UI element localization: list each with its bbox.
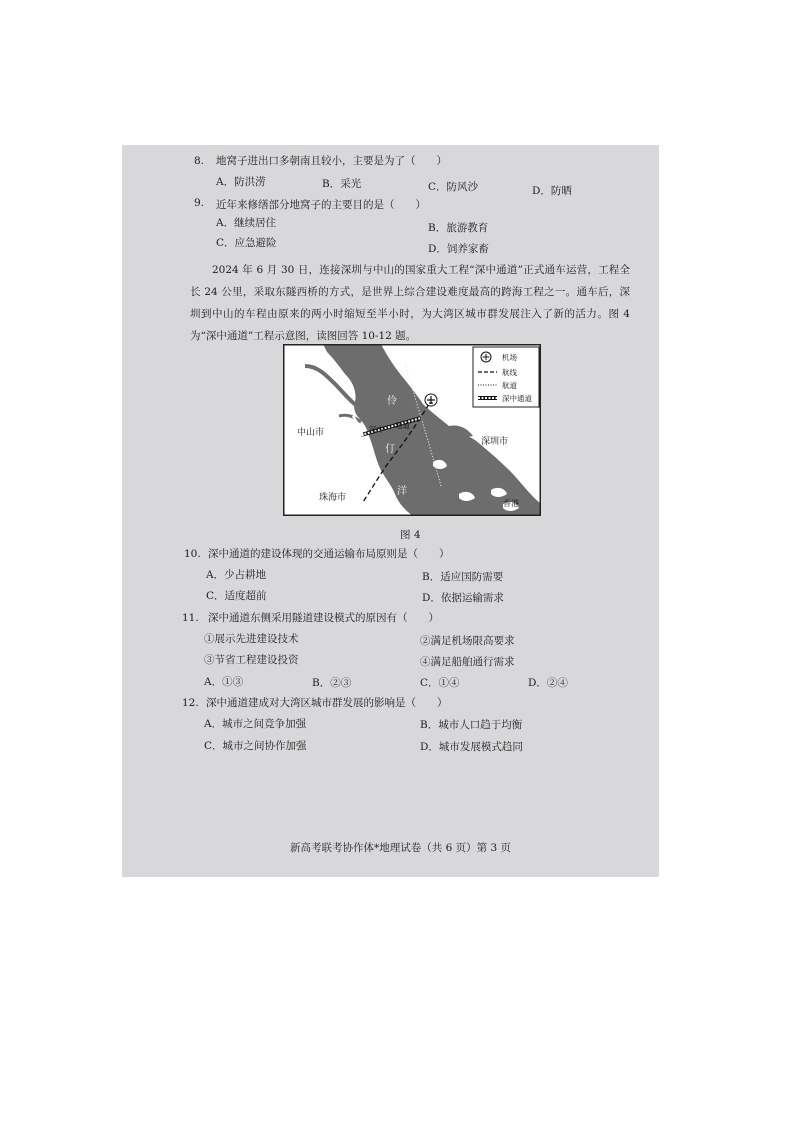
q9-option-a: A．继续居住 xyxy=(216,217,277,229)
map-label-ling: 伶 xyxy=(387,396,397,407)
q11-statement-1: ①展示先进建设技术 xyxy=(204,633,299,645)
q8-option-c: C．防风沙 xyxy=(428,181,479,193)
q12-option-a: A．城市之间竞争加强 xyxy=(204,718,307,730)
q8-option-a: A．防洪涝 xyxy=(216,176,266,188)
map-label-zhongshan: 中山市 xyxy=(297,428,325,438)
page-footer: 新高考联考协作体*地理试卷（共 6 页）第 3 页 xyxy=(290,842,511,854)
airplane-in-circle-icon xyxy=(425,394,437,406)
q9-stem: 近年来修缮部分地窝子的主要目的是（ ） xyxy=(216,199,426,211)
map-label-ding: 仃 xyxy=(385,444,395,455)
q11-number: 11. xyxy=(182,612,199,624)
map-label-yang: 洋 xyxy=(397,486,407,497)
legend-airport-icon xyxy=(481,352,491,362)
q10-number: 10. xyxy=(184,548,201,560)
q11-option-d: D．②④ xyxy=(528,677,568,689)
legend-route-label: 航线 xyxy=(502,368,517,377)
q8-number: 8. xyxy=(194,155,205,167)
legend-airport-label: 机场 xyxy=(502,353,517,362)
q9-option-b: B．旅游教育 xyxy=(428,222,489,234)
q11-statement-4: ④满足船舶通行需求 xyxy=(420,656,515,668)
shenzhong-channel-map xyxy=(283,344,541,516)
q10-option-c: C．适度超前 xyxy=(206,590,267,602)
map-label-passage-a: 深中 xyxy=(369,425,384,434)
q12-option-b: B．城市人口趋于均衡 xyxy=(420,719,523,731)
map-legend xyxy=(473,347,539,407)
q11-statement-3: ③节省工程建设投资 xyxy=(204,654,299,666)
q11-option-a: A．①③ xyxy=(204,676,244,688)
reading-passage: 2024 年 6 月 30 日，连接深圳与中山的国家重大工程“深中通道”正式通车运营，工程全长 24 公里，采取东隧西桥的方式，是世界上综合建设难度最高的跨海工程之一。通车后，深圳到中山的车程由原来的两小时缩短至半小时，为大湾区城市群发展注入了新的活力。图 4 为“深中通道”工程示意图，读图回答 10-12 题。 xyxy=(190,264,630,342)
q10-option-d: D．依据运输需求 xyxy=(422,592,504,604)
q9-number: 9. xyxy=(194,197,205,209)
map-label-zhuhai: 珠海市 xyxy=(319,493,347,503)
q9-option-c: C．应急避险 xyxy=(216,237,277,249)
figure-caption: 图 4 xyxy=(400,529,421,541)
q11-option-c: C．①④ xyxy=(420,677,460,689)
q11-statement-2: ②满足机场限高要求 xyxy=(420,635,515,647)
legend-channel-label: 航道 xyxy=(502,381,517,390)
q12-option-d: D．城市发展模式趋同 xyxy=(420,741,523,753)
q9-option-d: D．饲养家畜 xyxy=(428,243,489,255)
map-label-hongkong: 香港 xyxy=(503,499,519,508)
legend-tunnel-label: 深中通道 xyxy=(502,394,532,403)
exam-page xyxy=(122,145,659,877)
q10-option-b: B．适应国防需要 xyxy=(422,571,504,583)
map-figure-4 xyxy=(283,344,541,516)
map-label-shenzhen: 深圳市 xyxy=(481,437,509,447)
q10-stem: 深中通道的建设体现的交通运输布局原则是（ ） xyxy=(208,548,450,560)
q8-option-b: B．采光 xyxy=(322,178,362,190)
q12-number: 12. xyxy=(182,697,199,709)
q11-stem: 深中通道东侧采用隧道建设模式的原因有（ ） xyxy=(208,612,439,624)
q8-stem: 地窝子进出口多朝南且较小，主要是为了（ ） xyxy=(216,155,447,167)
map-label-passage-b: 通道 xyxy=(395,421,410,430)
q11-option-b: B．②③ xyxy=(312,677,352,689)
q10-option-a: A．少占耕地 xyxy=(206,569,267,581)
q12-option-c: C．城市之间协作加强 xyxy=(204,740,307,752)
q8-option-d: D．防晒 xyxy=(532,185,572,197)
q12-stem: 深中通道建成对大湾区城市群发展的影响是（ ） xyxy=(206,697,448,709)
